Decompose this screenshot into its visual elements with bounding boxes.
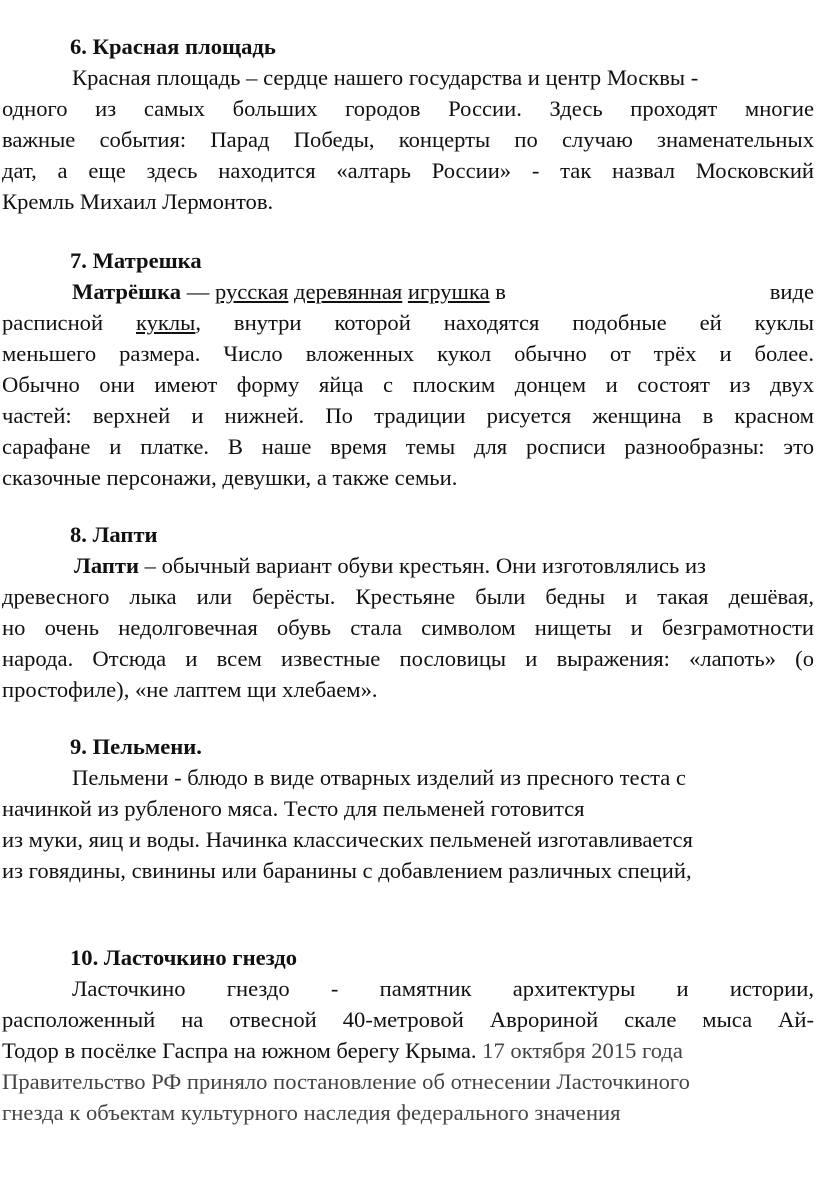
line-2-before: расписной [2, 310, 136, 335]
section-6-line-1: Красная площадь – сердце нашего государства и центр Москвы - [72, 65, 699, 90]
section-6-line-2: одного из самых больших городов России. Здесь проходят многие [2, 96, 814, 121]
matryoshka-after: в [489, 279, 506, 304]
section-7-line-5: частей: верхней и нижней. По традиции рисуется женщина в красном [2, 403, 814, 428]
section-8-heading: 8. Лапти [70, 522, 158, 547]
lapti-rest: – обычный вариант обуви крестьян. Они изготовлялись из [138, 553, 706, 578]
section-6-heading: 6. Красная площадь [70, 34, 276, 59]
matryoshka-term: Матрёшка [72, 279, 182, 304]
section-10-heading: 10. Ласточкино гнездо [70, 945, 298, 970]
section-8-line-4: народа. Отсюда и всем известные пословицы и выражения: «лапоть» (о [2, 646, 814, 671]
lapti-term: Лапти [74, 553, 139, 578]
section-10-line-2: расположенный на отвесной 40-метровой Аврориной скале мыса Ай- [2, 1007, 814, 1032]
section-10-line-3-tail: 17 октября 2015 года [476, 1038, 683, 1063]
section-9-line-1: Пельмени - блюдо в виде отварных изделий из пресного теста с [72, 765, 686, 790]
section-10-line-4: Правительство РФ приняло постановление об отнесении Ласточкиного [2, 1069, 690, 1094]
matryoshka-dash: — [181, 279, 215, 304]
section-10-line-5: гнезда к объектам культурного наследия федерального значения [2, 1100, 621, 1125]
matryoshka-end: виде [769, 279, 814, 304]
section-8-line-5: простофиле), «не лаптем щи хлебаем». [2, 677, 378, 702]
section-8-line-1 [2, 550, 814, 581]
section-9-line-3: из муки, яиц и воды. Начинка классических пельменей изготавливается [2, 827, 693, 852]
section-7-heading: 7. Матрешка [70, 248, 202, 273]
line-2-after: , внутри которой находятся подобные ей куклы [195, 310, 814, 335]
section-7-line-7: сказочные персонажи, девушки, а также семьи. [2, 465, 458, 490]
section-7-line-3: меньшего размера. Число вложенных кукол обычно от трёх и более. [2, 341, 814, 366]
section-6-line-4: дат, а еще здесь находится «алтарь России» - так назвал Московский [2, 158, 814, 183]
section-7-line-1 [2, 276, 814, 307]
section-8-line-3: но очень недолговечная обувь стала символом нищеты и безграмотности [2, 615, 814, 640]
section-10-line-3-main: Тодор в посёлке Гаспра на южном берегу Крыма. [2, 1038, 477, 1063]
section-10-line-3 [2, 1035, 814, 1066]
link-igrushka[interactable]: игрушка [407, 279, 490, 304]
link-derevyannaya[interactable]: деревянная [294, 279, 403, 304]
section-10-line-1: Ласточкино гнездо - памятник архитектуры и истории, [72, 976, 814, 1001]
section-9-line-2: начинкой из рубленого мяса. Тесто для пельменей готовится [2, 796, 585, 821]
section-6-line-3: важные события: Парад Победы, концерты по случаю знаменательных [2, 127, 814, 152]
link-kukly[interactable]: куклы [135, 310, 196, 335]
link-russkaya[interactable]: русская [214, 279, 289, 304]
section-7-line-4: Обычно они имеют форму яйца с плоским донцем и состоят из двух [2, 372, 814, 397]
section-7-line-2 [2, 307, 814, 338]
section-7-line-6: сарафане и платке. В наше время темы для росписи разнообразны: это [2, 434, 814, 459]
section-9-heading: 9. Пельмени. [70, 734, 202, 759]
section-9-line-4: из говядины, свинины или баранины с добавлением различных специй, [2, 858, 692, 883]
section-6-line-5: Кремль Михаил Лермонтов. [2, 189, 274, 214]
section-8-line-2: древесного лыка или берёсты. Крестьяне были бедны и такая дешёвая, [2, 584, 814, 609]
